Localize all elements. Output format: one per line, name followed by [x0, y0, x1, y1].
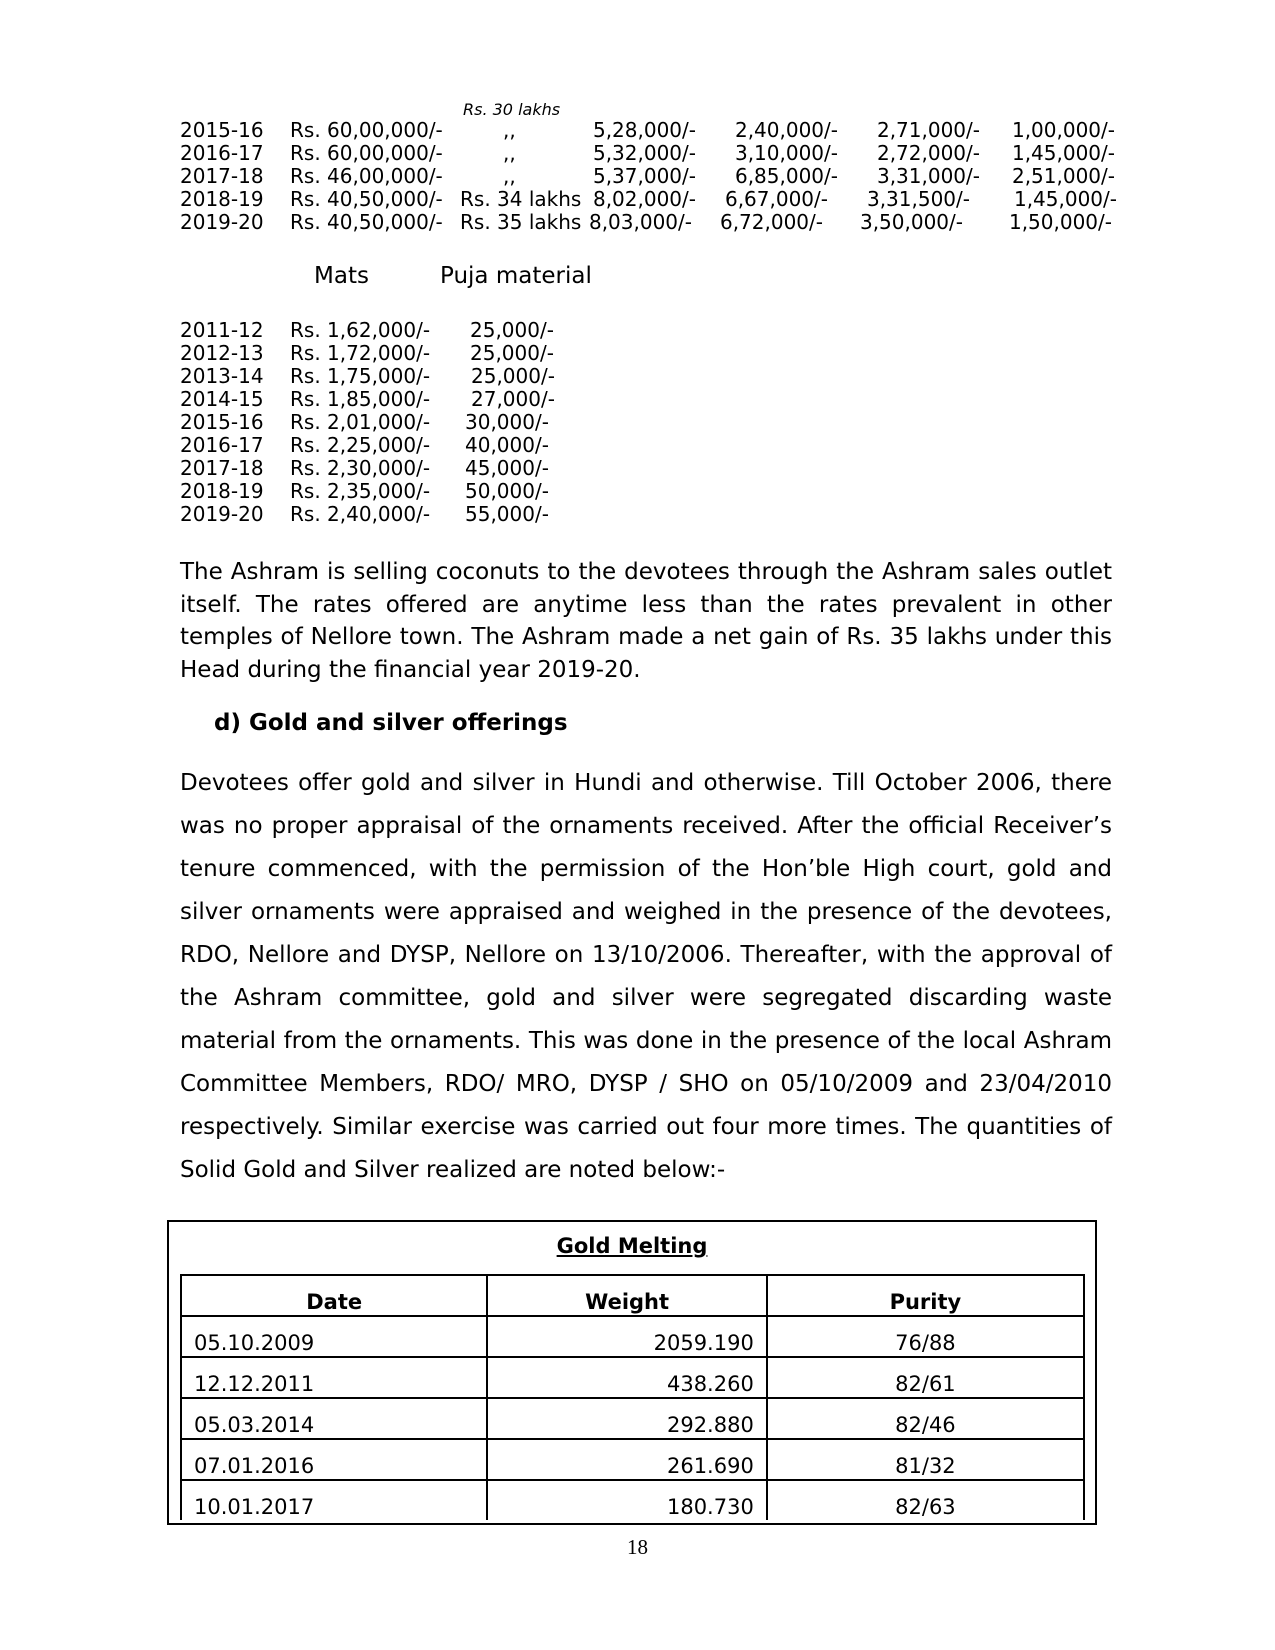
date-cell: 10.01.2017 — [181, 1480, 487, 1520]
value-2: 6,85,000/- — [734, 164, 838, 188]
mats-puja-row — [0, 502, 700, 526]
gold-melting-title: Gold Melting — [556, 1234, 708, 1258]
year: 2012-13 — [180, 341, 264, 365]
puja-amount: 50,000/- — [465, 479, 549, 503]
purity-cell: 76/88 — [767, 1316, 1084, 1357]
puja-amount: 27,000/- — [471, 387, 555, 411]
table-header-row — [181, 1275, 1084, 1316]
mats-amount: Rs. 2,40,000/- — [290, 502, 431, 526]
mats-amount: Rs. 2,25,000/- — [290, 433, 431, 457]
value-3: 3,50,000/- — [859, 210, 963, 234]
year: 2014-15 — [180, 387, 264, 411]
purity-cell: 82/61 — [767, 1357, 1084, 1398]
figures-row — [0, 141, 1275, 165]
value-4: 1,50,000/- — [1008, 210, 1112, 234]
gold-melting-table — [180, 1274, 1085, 1520]
weight-cell: 180.730 — [487, 1480, 766, 1520]
mid-value: ,, — [503, 141, 516, 165]
mats-amount: Rs. 1,72,000/- — [290, 341, 431, 365]
coconut-paragraph: The Ashram is selling coconuts to the devotees through the Ashram sales outlet itself. The rates offered are anytime less than the rates prevalent in other temples of Nellore town. The Ashram made a net gain of Rs. 35 lakhs under this Head during the financial year 2019-20. — [180, 559, 1112, 683]
value-1: 8,02,000/- — [592, 187, 696, 211]
figures-note: Rs. 30 lakhs — [463, 100, 561, 119]
puja-amount: 40,000/- — [465, 433, 549, 457]
mats-amount: Rs. 1,75,000/- — [290, 364, 431, 388]
mats-puja-row — [0, 318, 700, 342]
amount: Rs. 40,50,000/- — [290, 187, 443, 211]
date-cell: 07.01.2016 — [181, 1439, 487, 1480]
year: 2017-18 — [180, 164, 264, 188]
figures-row — [0, 210, 1275, 234]
purity-cell: 81/32 — [767, 1439, 1084, 1480]
amount: Rs. 60,00,000/- — [290, 141, 443, 165]
date-cell: 12.12.2011 — [181, 1357, 487, 1398]
puja-amount: 45,000/- — [465, 456, 549, 480]
mats-puja-row — [0, 364, 700, 388]
weight-cell: 2059.190 — [487, 1316, 766, 1357]
date-cell: 05.03.2014 — [181, 1398, 487, 1439]
mats-puja-row — [0, 341, 700, 365]
puja-material-header: Puja material — [440, 263, 592, 289]
value-1: 5,37,000/- — [592, 164, 696, 188]
mid-value: Rs. 35 lakhs — [460, 210, 582, 234]
page-number: 18 — [627, 1535, 648, 1559]
value-4: 1,45,000/- — [1011, 141, 1115, 165]
value-4: 1,00,000/- — [1011, 118, 1115, 142]
mid-value: ,, — [503, 118, 516, 142]
value-2: 6,67,000/- — [724, 187, 828, 211]
weight-cell: 438.260 — [487, 1357, 766, 1398]
value-2: 6,72,000/- — [719, 210, 823, 234]
year: 2019-20 — [180, 210, 264, 234]
year: 2018-19 — [180, 187, 264, 211]
gold-silver-paragraph: Devotees offer gold and silver in Hundi and otherwise. Till October 2006, there was no proper appraisal of the ornaments received. After the official Receiver’s tenure commenced, with the permission of the Hon’ble High court, gold and silver ornaments were appraised and weighed in the presence of the devotees, RDO, Nellore and DYSP, Nellore on 13/10/2006. Thereafter, with the approval of the Ashram committee, gold and silver were segregated discarding waste material from the ornaments. This was done in the presence of the local Ashram Committee Members, RDO/ MRO, DYSP / SHO on 05/10/2009 and 23/04/2010 respectively. Similar exercise was carried out four more times. The quantities of Solid Gold and Silver realized are noted below:- — [180, 770, 1112, 1183]
value-3: 3,31,500/- — [866, 187, 970, 211]
amount: Rs. 40,50,000/- — [290, 210, 443, 234]
table-row — [181, 1357, 1084, 1398]
value-3: 3,31,000/- — [876, 164, 980, 188]
year: 2016-17 — [180, 141, 264, 165]
mats-amount: Rs. 2,30,000/- — [290, 456, 431, 480]
puja-amount: 55,000/- — [465, 502, 549, 526]
year: 2019-20 — [180, 502, 264, 526]
mats-amount: Rs. 1,62,000/- — [290, 318, 431, 342]
mats-puja-row — [0, 479, 700, 503]
weight-cell: 292.880 — [487, 1398, 766, 1439]
weight-cell: 261.690 — [487, 1439, 766, 1480]
year: 2011-12 — [180, 318, 264, 342]
year: 2016-17 — [180, 433, 264, 457]
puja-amount: 25,000/- — [471, 364, 555, 388]
value-3: 2,72,000/- — [876, 141, 980, 165]
year: 2015-16 — [180, 410, 264, 434]
value-1: 5,28,000/- — [592, 118, 696, 142]
purity-cell: 82/63 — [767, 1480, 1084, 1520]
puja-amount: 25,000/- — [470, 341, 554, 365]
mats-amount: Rs. 2,01,000/- — [290, 410, 431, 434]
section-heading: d) Gold and silver offerings — [214, 710, 568, 736]
figures-row — [0, 187, 1275, 211]
mats-puja-row — [0, 456, 700, 480]
gold-melting-box — [167, 1220, 1097, 1525]
value-1: 5,32,000/- — [592, 141, 696, 165]
year: 2013-14 — [180, 364, 264, 388]
puja-amount: 30,000/- — [465, 410, 549, 434]
mats-amount: Rs. 2,35,000/- — [290, 479, 431, 503]
figures-row — [0, 164, 1275, 188]
mats-puja-row — [0, 410, 700, 434]
purity-cell: 82/46 — [767, 1398, 1084, 1439]
value-2: 3,10,000/- — [734, 141, 838, 165]
date-column-header: Date — [181, 1275, 487, 1316]
amount: Rs. 46,00,000/- — [290, 164, 443, 188]
mid-value: Rs. 34 lakhs — [460, 187, 582, 211]
year: 2017-18 — [180, 456, 264, 480]
value-1: 8,03,000/- — [588, 210, 692, 234]
value-3: 2,71,000/- — [876, 118, 980, 142]
table-row — [181, 1480, 1084, 1520]
purity-column-header: Purity — [767, 1275, 1084, 1316]
mats-puja-row — [0, 433, 700, 457]
table-row — [181, 1316, 1084, 1357]
table-row — [181, 1398, 1084, 1439]
amount: Rs. 60,00,000/- — [290, 118, 443, 142]
year: 2018-19 — [180, 479, 264, 503]
value-4: 2,51,000/- — [1011, 164, 1115, 188]
mats-puja-row — [0, 387, 700, 411]
value-2: 2,40,000/- — [734, 118, 838, 142]
puja-amount: 25,000/- — [470, 318, 554, 342]
figures-row — [0, 118, 1275, 142]
year: 2015-16 — [180, 118, 264, 142]
weight-column-header: Weight — [487, 1275, 766, 1316]
table-row — [181, 1439, 1084, 1480]
date-cell: 05.10.2009 — [181, 1316, 487, 1357]
value-4: 1,45,000/- — [1013, 187, 1117, 211]
mats-header: Mats — [314, 263, 369, 289]
mid-value: ,, — [503, 164, 516, 188]
mats-amount: Rs. 1,85,000/- — [290, 387, 431, 411]
